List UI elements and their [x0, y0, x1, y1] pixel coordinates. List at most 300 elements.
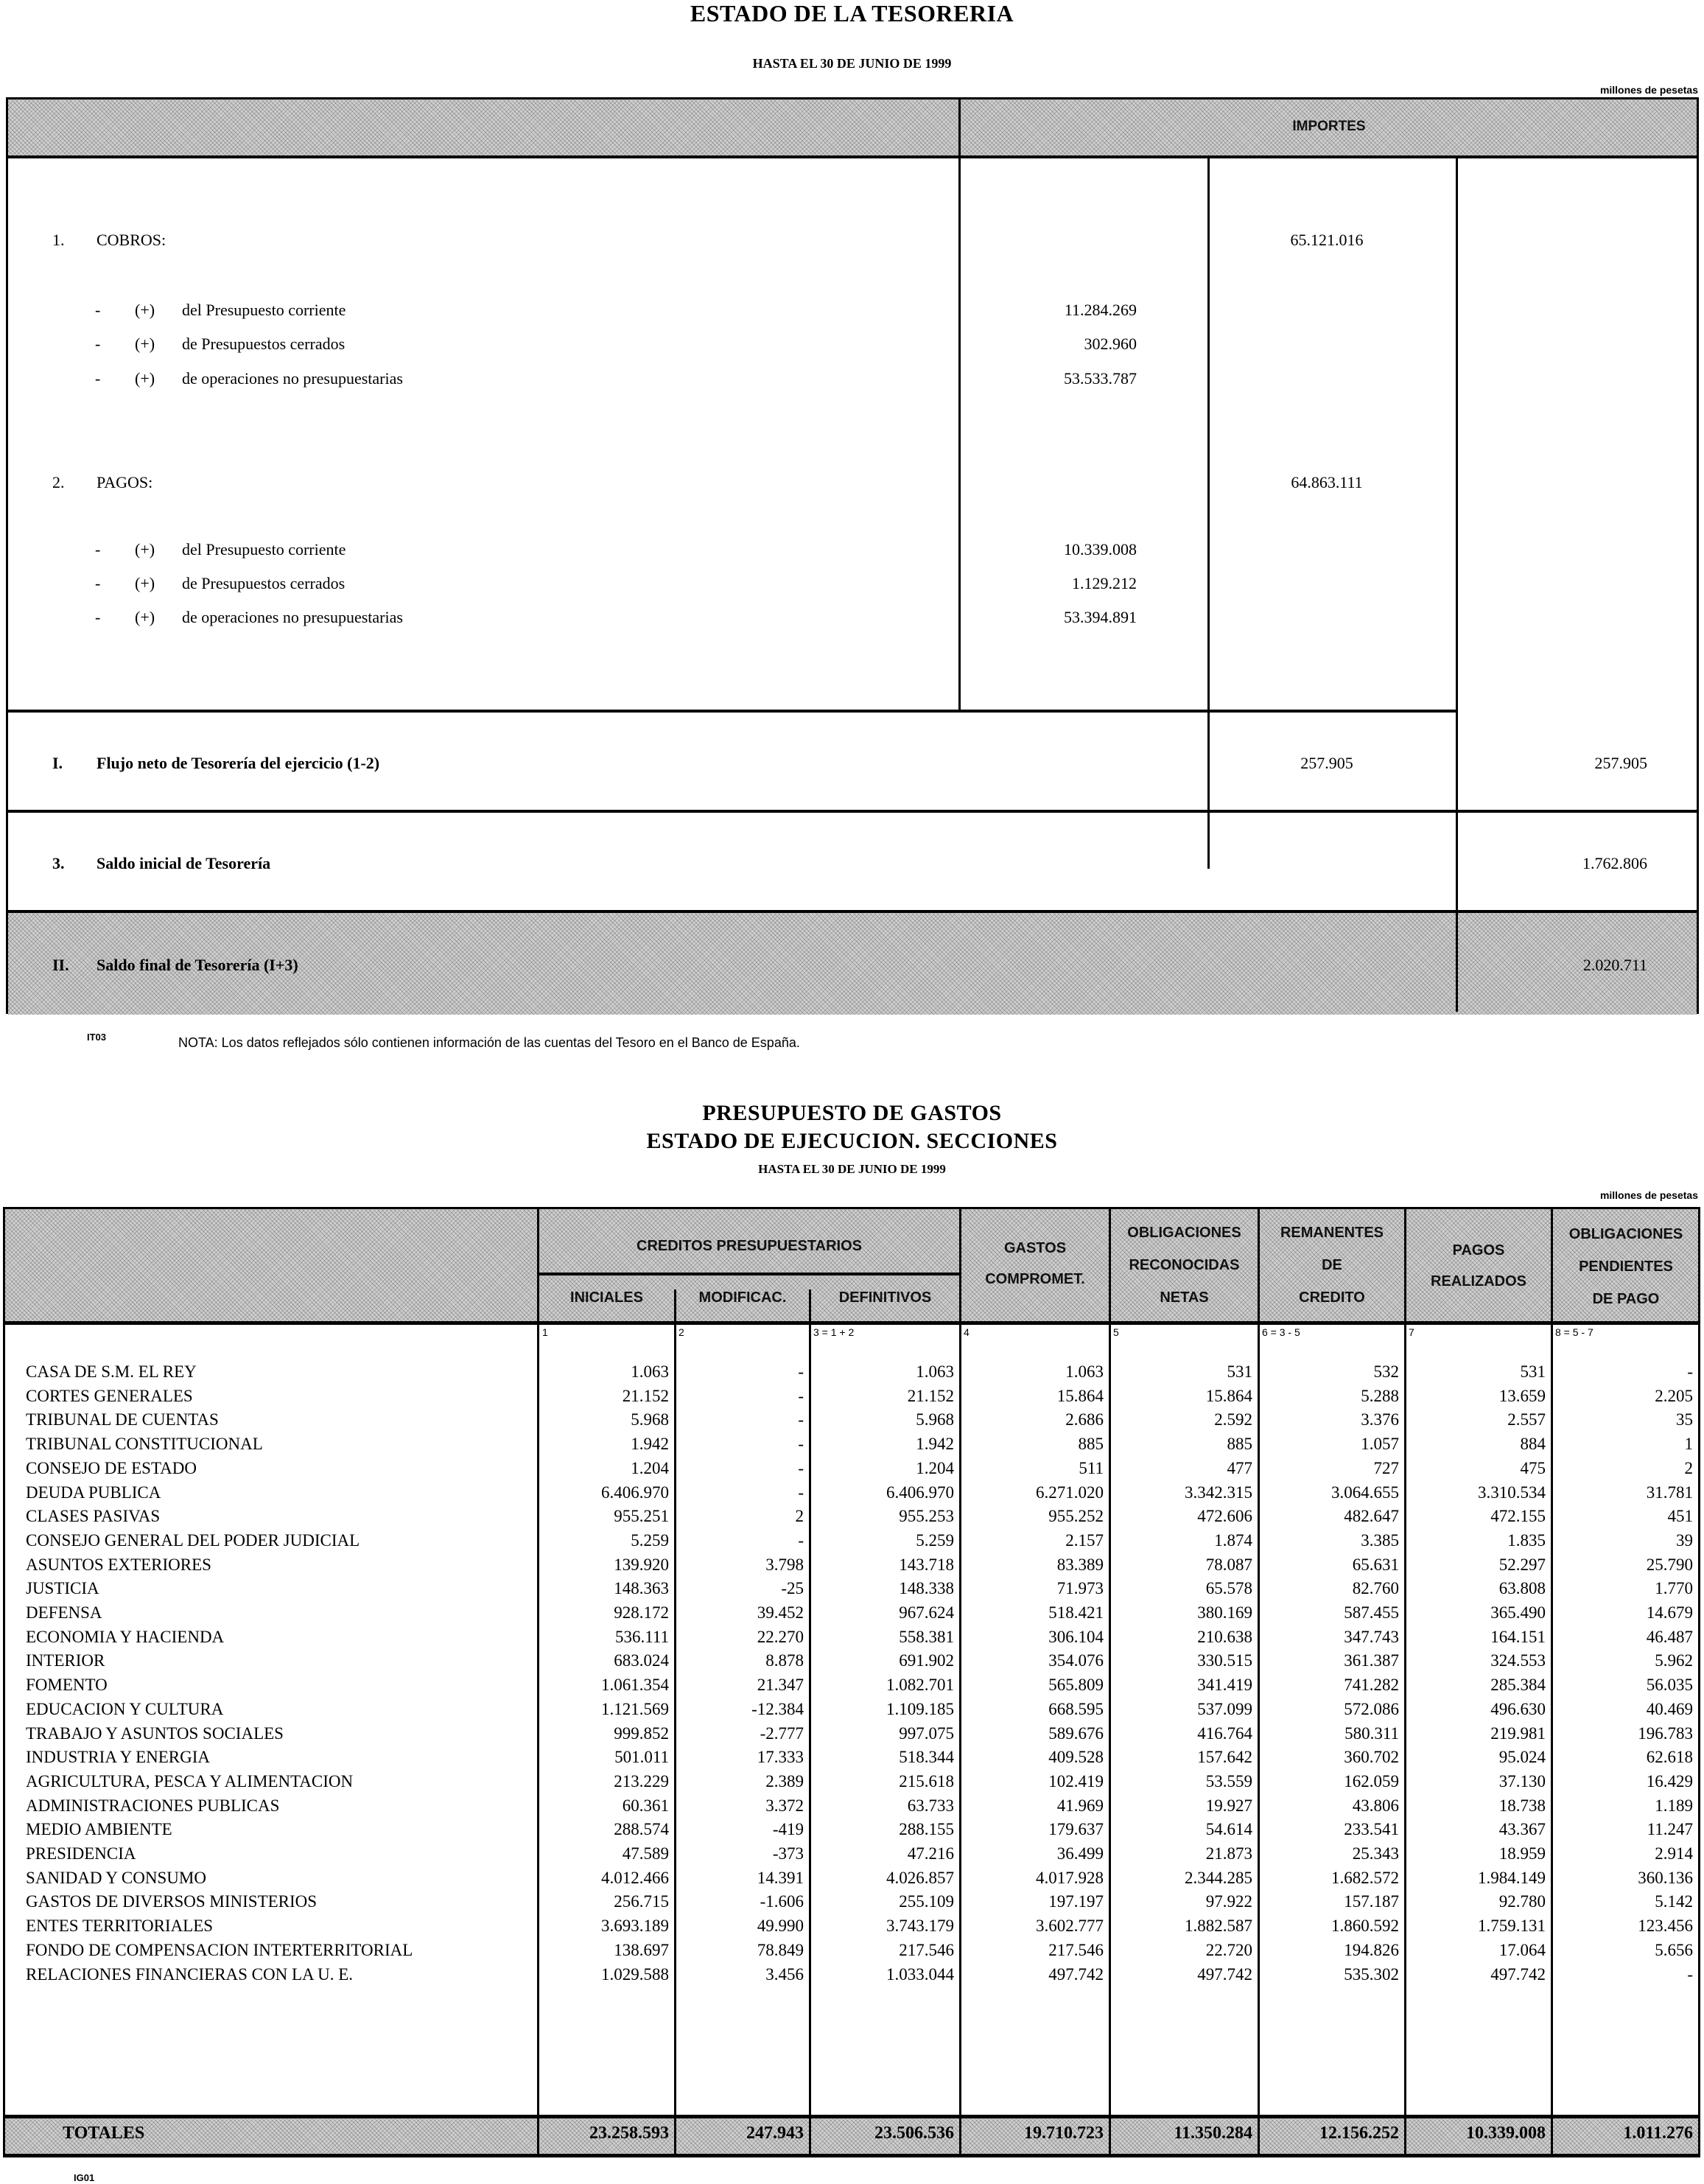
tesoreria-units: millones de pesetas — [1599, 84, 1698, 96]
section-name: CORTES GENERALES — [26, 1386, 193, 1405]
header-reman-1: REMANENTES — [1280, 1225, 1384, 1241]
sign: (+) — [135, 540, 155, 559]
flujo-number: I. — [52, 754, 63, 772]
cell-remanentes: 741.282 — [1344, 1676, 1399, 1695]
cell-obligaciones-pendientes: 56.035 — [1646, 1676, 1693, 1695]
header-definitivos: DEFINITIVOS — [838, 1289, 932, 1306]
cell-pagos-realizados: 3.310.534 — [1478, 1483, 1546, 1502]
gastos-code: IG01 — [74, 2172, 95, 2183]
cell-pagos-realizados: 52.297 — [1498, 1555, 1546, 1574]
cell-pagos-realizados: 95.024 — [1498, 1748, 1546, 1767]
section-name: FONDO DE COMPENSACION INTERTERRITORIAL — [26, 1940, 413, 1959]
header-pend-1: OBLIGACIONES — [1568, 1226, 1683, 1242]
header-oblig-3: NETAS — [1160, 1289, 1209, 1306]
cell-remanentes: 482.647 — [1344, 1507, 1399, 1526]
cell-definitivos: 143.718 — [899, 1555, 954, 1574]
total-iniciales: 23.258.593 — [589, 2124, 669, 2143]
cell-definitivos: 4.026.857 — [886, 1868, 954, 1887]
cell-obligaciones-reconocidas: 78.087 — [1205, 1555, 1252, 1574]
cell-remanentes: 1.860.592 — [1331, 1917, 1399, 1936]
cobros-label: COBROS: — [97, 231, 166, 249]
cell-iniciales: 683.024 — [614, 1651, 669, 1670]
cell-pagos-realizados: 17.064 — [1498, 1940, 1546, 1959]
section-name: CLASES PASIVAS — [26, 1507, 161, 1526]
cell-obligaciones-pendientes: 46.487 — [1646, 1627, 1693, 1646]
section-name: JUSTICIA — [26, 1579, 99, 1598]
cell-remanentes: 572.086 — [1344, 1699, 1399, 1718]
cell-obligaciones-pendientes: 11.247 — [1647, 1820, 1693, 1839]
col-divider-2 — [1207, 158, 1210, 869]
cell-pagos-realizados: 324.553 — [1490, 1651, 1546, 1670]
table-row — [0, 1721, 1704, 1746]
cell-iniciales: 138.697 — [614, 1940, 669, 1959]
section-name: CONSEJO DE ESTADO — [26, 1458, 197, 1477]
cell-gastos-comprometidos: 2.157 — [1065, 1530, 1104, 1550]
header-oblig-2: RECONOCIDAS — [1129, 1257, 1240, 1273]
cell-modificac: -419 — [772, 1820, 804, 1839]
pagos-number: 2. — [52, 473, 65, 491]
cell-gastos-comprometidos: 83.389 — [1056, 1555, 1104, 1574]
flujo-value-importes: 257.905 — [1300, 754, 1353, 772]
cell-iniciales: 1.204 — [631, 1458, 669, 1477]
cell-definitivos: 5.259 — [916, 1530, 954, 1550]
cell-gastos-comprometidos: 6.271.020 — [1036, 1483, 1104, 1502]
saldo-inicial-label: Saldo inicial de Tesorería — [97, 854, 271, 872]
cell-pagos-realizados: 365.490 — [1490, 1603, 1546, 1622]
header-reman-2: DE — [1322, 1257, 1342, 1273]
cobros-total: 65.121.016 — [1290, 231, 1364, 249]
table-row — [0, 1841, 1704, 1866]
table-row — [0, 1962, 1704, 1987]
gastos-title-1: PRESUPUESTO DE GASTOS — [702, 1101, 1002, 1125]
cell-pagos-realizados: 13.659 — [1498, 1386, 1546, 1405]
cell-iniciales: 501.011 — [614, 1748, 669, 1767]
cell-obligaciones-pendientes: - — [1687, 1362, 1693, 1381]
header-iniciales: INICIALES — [570, 1289, 643, 1306]
cell-pagos-realizados: 43.367 — [1498, 1820, 1546, 1839]
cell-modificac: - — [798, 1530, 804, 1550]
bullet: - — [95, 369, 101, 388]
cell-gastos-comprometidos: 497.742 — [1048, 1964, 1104, 1984]
cell-gastos-comprometidos: 511 — [1079, 1458, 1104, 1477]
divider — [8, 810, 1697, 813]
cell-iniciales: 5.259 — [631, 1530, 669, 1550]
cell-obligaciones-reconocidas: 2.592 — [1214, 1410, 1252, 1429]
saldo-final-label: Saldo final de Tesorería (I+3) — [97, 956, 298, 974]
cell-remanentes: 361.387 — [1344, 1651, 1399, 1670]
cell-obligaciones-reconocidas: 53.559 — [1205, 1771, 1252, 1791]
cell-modificac: 21.347 — [757, 1676, 804, 1695]
cell-definitivos: 3.743.179 — [886, 1917, 954, 1936]
cell-gastos-comprometidos: 3.602.777 — [1036, 1917, 1104, 1936]
header-creditos: CREDITOS PRESUPUESTARIOS — [637, 1238, 862, 1254]
cell-modificac: 2.389 — [765, 1771, 804, 1791]
header-gastos-1: GASTOS — [1003, 1240, 1067, 1256]
header-pend-2: PENDIENTES — [1579, 1259, 1673, 1275]
cell-modificac: 17.333 — [757, 1748, 804, 1767]
cell-modificac: 78.849 — [757, 1940, 804, 1959]
cell-iniciales: 536.111 — [614, 1627, 669, 1646]
totals-label: TOTALES — [63, 2124, 145, 2143]
cell-obligaciones-pendientes: 2 — [1684, 1458, 1693, 1477]
cell-remanentes: 233.541 — [1344, 1820, 1399, 1839]
section-name: ADMINISTRACIONES PUBLICAS — [26, 1796, 280, 1815]
cell-gastos-comprometidos: 1.063 — [1065, 1362, 1104, 1381]
cell-iniciales: 148.363 — [614, 1579, 669, 1598]
cell-iniciales: 928.172 — [614, 1603, 669, 1622]
item-value: 11.284.269 — [1064, 301, 1137, 319]
cell-obligaciones-pendientes: 5.962 — [1655, 1651, 1693, 1670]
cell-iniciales: 5.968 — [631, 1410, 669, 1429]
section-name: CASA DE S.M. EL REY — [26, 1362, 197, 1381]
colnum: 7 — [1409, 1326, 1414, 1338]
cell-pagos-realizados: 496.630 — [1490, 1699, 1546, 1718]
cell-gastos-comprometidos: 668.595 — [1048, 1699, 1104, 1718]
cell-gastos-comprometidos: 2.686 — [1065, 1410, 1104, 1429]
table-row — [0, 1793, 1704, 1818]
cell-modificac: -2.777 — [760, 1723, 804, 1743]
cell-remanentes: 194.826 — [1344, 1940, 1399, 1959]
cell-remanentes: 3.376 — [1361, 1410, 1399, 1429]
cell-obligaciones-reconocidas: 531 — [1227, 1362, 1252, 1381]
cell-definitivos: 558.381 — [899, 1627, 954, 1646]
cell-pagos-realizados: 2.557 — [1507, 1410, 1546, 1429]
gastos-subtitle: HASTA EL 30 DE JUNIO DE 1999 — [758, 1162, 946, 1176]
cell-remanentes: 43.806 — [1352, 1796, 1399, 1815]
cell-definitivos: 148.338 — [899, 1579, 954, 1598]
cell-iniciales: 47.589 — [622, 1844, 669, 1863]
cell-gastos-comprometidos: 518.421 — [1048, 1603, 1104, 1622]
cell-obligaciones-pendientes: 1.770 — [1655, 1579, 1693, 1598]
cell-remanentes: 535.302 — [1344, 1964, 1399, 1984]
section-name: INDUSTRIA Y ENERGIA — [26, 1748, 211, 1767]
cell-pagos-realizados: 497.742 — [1490, 1964, 1546, 1984]
cell-modificac: -12.384 — [751, 1699, 804, 1718]
cell-iniciales: 955.251 — [614, 1507, 669, 1526]
cell-definitivos: 1.942 — [916, 1435, 954, 1454]
gastos-header — [3, 1207, 1700, 1325]
cell-gastos-comprometidos: 71.973 — [1056, 1579, 1104, 1598]
cell-pagos-realizados: 1.835 — [1507, 1530, 1546, 1550]
table-row — [0, 1648, 1704, 1673]
section-name: TRIBUNAL CONSTITUCIONAL — [26, 1435, 263, 1454]
section-name: EDUCACION Y CULTURA — [26, 1699, 224, 1718]
cell-iniciales: 288.574 — [614, 1820, 669, 1839]
cell-obligaciones-reconocidas: 537.099 — [1197, 1699, 1252, 1718]
table-row — [0, 1866, 1704, 1890]
cell-definitivos: 217.546 — [899, 1940, 954, 1959]
cell-obligaciones-pendientes: 196.783 — [1638, 1723, 1693, 1743]
cell-obligaciones-reconocidas: 65.578 — [1205, 1579, 1252, 1598]
cell-remanentes: 3.385 — [1361, 1530, 1399, 1550]
header-pagos-1: PAGOS — [1452, 1242, 1505, 1259]
cell-obligaciones-pendientes: 16.429 — [1646, 1771, 1693, 1791]
header-pagos-2: REALIZADOS — [1431, 1273, 1526, 1289]
cell-pagos-realizados: 884 — [1520, 1435, 1546, 1454]
item-label: de Presupuestos cerrados — [182, 574, 346, 592]
cell-obligaciones-pendientes: 35 — [1676, 1410, 1693, 1429]
section-name: AGRICULTURA, PESCA Y ALIMENTACION — [26, 1771, 354, 1791]
cell-obligaciones-reconocidas: 416.764 — [1197, 1723, 1252, 1743]
cell-modificac: 2 — [795, 1507, 804, 1526]
cell-obligaciones-pendientes: 25.790 — [1646, 1555, 1693, 1574]
section-name: DEUDA PUBLICA — [26, 1483, 161, 1502]
cell-definitivos: 47.216 — [907, 1844, 954, 1863]
section-name: RELACIONES FINANCIERAS CON LA U. E. — [26, 1964, 354, 1984]
cell-modificac: -1.606 — [760, 1892, 804, 1911]
cell-obligaciones-reconocidas: 210.638 — [1197, 1627, 1252, 1646]
cell-modificac: 3.798 — [765, 1555, 804, 1574]
cell-pagos-realizados: 1.759.131 — [1478, 1917, 1546, 1936]
cell-pagos-realizados: 37.130 — [1498, 1771, 1546, 1791]
table-row — [0, 1480, 1704, 1505]
item-value: 53.394.891 — [1064, 608, 1137, 626]
tesoreria-table — [6, 97, 1699, 1014]
colnum: 2 — [679, 1326, 684, 1338]
header-modificac: MODIFICAC. — [698, 1289, 787, 1306]
cell-obligaciones-pendientes: 40.469 — [1646, 1699, 1693, 1718]
total-remanentes: 12.156.252 — [1319, 2124, 1399, 2143]
cell-gastos-comprometidos: 217.546 — [1048, 1940, 1104, 1959]
table-row — [0, 1576, 1704, 1600]
cell-gastos-comprometidos: 15.864 — [1056, 1386, 1104, 1405]
cell-iniciales: 1.121.569 — [601, 1699, 669, 1718]
tesoreria-title: ESTADO DE LA TESORERIA — [690, 0, 1014, 27]
total-pagos: 10.339.008 — [1466, 2124, 1546, 2143]
cell-remanentes: 3.064.655 — [1331, 1483, 1399, 1502]
table-row — [0, 1553, 1704, 1577]
cell-pagos-realizados: 18.959 — [1498, 1844, 1546, 1863]
cell-remanentes: 65.631 — [1352, 1555, 1399, 1574]
cell-obligaciones-pendientes: 31.781 — [1646, 1483, 1693, 1502]
gastos-units: millones de pesetas — [1599, 1189, 1698, 1201]
colnum: 8 = 5 - 7 — [1555, 1326, 1593, 1338]
cell-remanentes: 580.311 — [1344, 1723, 1399, 1743]
section-name: PRESIDENCIA — [26, 1844, 136, 1863]
saldo-inicial-value: 1.762.806 — [1582, 854, 1647, 872]
cell-gastos-comprometidos: 354.076 — [1048, 1651, 1104, 1670]
item-label: del Presupuesto corriente — [182, 301, 346, 319]
tesoreria-subtitle: HASTA EL 30 DE JUNIO DE 1999 — [752, 56, 952, 71]
total-obligaciones: 11.350.284 — [1174, 2124, 1252, 2143]
cell-obligaciones-pendientes: 62.618 — [1646, 1748, 1693, 1767]
cell-obligaciones-pendientes: - — [1687, 1964, 1693, 1984]
cell-obligaciones-pendientes: 360.136 — [1638, 1868, 1693, 1887]
cell-obligaciones-reconocidas: 477 — [1227, 1458, 1252, 1477]
cell-obligaciones-reconocidas: 1.874 — [1214, 1530, 1252, 1550]
cell-definitivos: 1.082.701 — [886, 1676, 954, 1695]
cell-gastos-comprometidos: 197.197 — [1048, 1892, 1104, 1911]
cell-obligaciones-pendientes: 1.189 — [1655, 1796, 1693, 1815]
flujo-value-total: 257.905 — [1594, 754, 1647, 772]
cell-modificac: -25 — [781, 1579, 804, 1598]
cell-modificac: 14.391 — [757, 1868, 804, 1887]
cell-obligaciones-reconocidas: 1.882.587 — [1185, 1917, 1252, 1936]
cell-definitivos: 997.075 — [899, 1723, 954, 1743]
cell-iniciales: 1.942 — [631, 1435, 669, 1454]
cell-remanentes: 162.059 — [1344, 1771, 1399, 1791]
cell-gastos-comprometidos: 4.017.928 — [1036, 1868, 1104, 1887]
tesoreria-code: IT03 — [87, 1032, 107, 1043]
cell-iniciales: 21.152 — [622, 1386, 669, 1405]
cell-remanentes: 347.743 — [1344, 1627, 1399, 1646]
cell-modificac: 3.456 — [765, 1964, 804, 1984]
bullet: - — [95, 608, 101, 626]
cell-definitivos: 288.155 — [899, 1820, 954, 1839]
cell-pagos-realizados: 285.384 — [1490, 1676, 1546, 1695]
section-name: TRABAJO Y ASUNTOS SOCIALES — [26, 1723, 284, 1743]
cell-obligaciones-reconocidas: 22.720 — [1205, 1940, 1252, 1959]
cell-modificac: 8.878 — [765, 1651, 804, 1670]
pagos-total: 64.863.111 — [1291, 473, 1363, 491]
bullet: - — [95, 335, 101, 353]
cell-iniciales: 60.361 — [622, 1796, 669, 1815]
cell-pagos-realizados: 92.780 — [1498, 1892, 1546, 1911]
header-gastos-2: COMPROMET. — [985, 1271, 1085, 1287]
sign: (+) — [135, 335, 155, 353]
table-row — [0, 1359, 1704, 1384]
cell-gastos-comprometidos: 179.637 — [1048, 1820, 1104, 1839]
header-importes: IMPORTES — [1292, 119, 1366, 134]
cell-remanentes: 1.682.572 — [1331, 1868, 1399, 1887]
cell-obligaciones-pendientes: 39 — [1676, 1530, 1693, 1550]
cell-gastos-comprometidos: 885 — [1078, 1435, 1104, 1454]
cell-obligaciones-reconocidas: 157.642 — [1197, 1748, 1252, 1767]
cell-remanentes: 82.760 — [1352, 1579, 1399, 1598]
saldo-final-number: II. — [52, 956, 69, 974]
cell-gastos-comprometidos: 409.528 — [1048, 1748, 1104, 1767]
cell-iniciales: 1.061.354 — [601, 1676, 669, 1695]
cell-pagos-realizados: 475 — [1520, 1458, 1546, 1477]
tesoreria-note: NOTA: Los datos reflejados sólo contienen información de las cuentas del Tesoro en el Banco de España. — [178, 1035, 800, 1050]
cell-remanentes: 157.187 — [1344, 1892, 1399, 1911]
cobros-number: 1. — [52, 231, 65, 249]
sign: (+) — [135, 608, 155, 626]
cell-obligaciones-reconocidas: 21.873 — [1205, 1844, 1252, 1863]
header-oblig-1: OBLIGACIONES — [1127, 1225, 1241, 1241]
table-row — [0, 1528, 1704, 1553]
section-name: GASTOS DE DIVERSOS MINISTERIOS — [26, 1892, 318, 1911]
cell-gastos-comprometidos: 565.809 — [1048, 1676, 1104, 1695]
cell-pagos-realizados: 531 — [1520, 1362, 1546, 1381]
cell-gastos-comprometidos: 306.104 — [1048, 1627, 1104, 1646]
cell-definitivos: 518.344 — [899, 1748, 954, 1767]
cell-definitivos: 955.253 — [899, 1507, 954, 1526]
cell-iniciales: 213.229 — [614, 1771, 669, 1791]
table-row — [0, 1625, 1704, 1649]
cell-obligaciones-reconocidas: 15.864 — [1205, 1386, 1252, 1405]
cell-modificac: - — [798, 1410, 804, 1429]
cell-definitivos: 63.733 — [907, 1796, 954, 1815]
table-row — [0, 1889, 1704, 1914]
cell-gastos-comprometidos: 102.419 — [1048, 1771, 1104, 1791]
section-name: INTERIOR — [26, 1651, 105, 1670]
header-reman-3: CREDITO — [1299, 1289, 1365, 1306]
table-row — [0, 1432, 1704, 1456]
sign: (+) — [135, 369, 155, 388]
cell-obligaciones-pendientes: 5.142 — [1655, 1892, 1693, 1911]
total-definitivos: 23.506.536 — [874, 2124, 954, 2143]
cell-definitivos: 5.968 — [916, 1410, 954, 1429]
section-name: FOMENTO — [26, 1676, 108, 1695]
table-row — [0, 1697, 1704, 1721]
saldo-final-value: 2.020.711 — [1582, 956, 1647, 974]
total-gastos: 19.710.723 — [1024, 2124, 1104, 2143]
section-name: ECONOMIA Y HACIENDA — [26, 1627, 225, 1646]
cell-pagos-realizados: 18.738 — [1498, 1796, 1546, 1815]
saldo-inicial-number: 3. — [52, 854, 65, 872]
cell-remanentes: 532 — [1373, 1362, 1399, 1381]
section-name: ASUNTOS EXTERIORES — [26, 1555, 211, 1574]
item-value: 1.129.212 — [1072, 574, 1137, 592]
cell-modificac: - — [798, 1483, 804, 1502]
colnum: 6 = 3 - 5 — [1262, 1326, 1300, 1338]
bullet: - — [95, 574, 101, 592]
cell-obligaciones-pendientes: 14.679 — [1646, 1603, 1693, 1622]
cell-remanentes: 1.057 — [1361, 1435, 1399, 1454]
table-row — [0, 1817, 1704, 1841]
item-value: 302.960 — [1084, 335, 1137, 353]
item-value: 10.339.008 — [1064, 540, 1137, 559]
cell-definitivos: 255.109 — [899, 1892, 954, 1911]
col-divider-3 — [1456, 158, 1458, 1012]
cell-obligaciones-reconocidas: 472.606 — [1197, 1507, 1252, 1526]
cell-iniciales: 3.693.189 — [601, 1917, 669, 1936]
cell-pagos-realizados: 63.808 — [1498, 1579, 1546, 1598]
table-row — [0, 1745, 1704, 1769]
section-name: SANIDAD Y CONSUMO — [26, 1868, 206, 1887]
cell-iniciales: 6.406.970 — [601, 1483, 669, 1502]
item-label: de operaciones no presupuestarias — [182, 369, 403, 388]
sign: (+) — [135, 301, 155, 319]
table-row — [0, 1938, 1704, 1962]
flujo-label: Flujo neto de Tesorería del ejercicio (1-2) — [97, 754, 380, 772]
colnum: 4 — [964, 1326, 970, 1338]
table-row — [0, 1384, 1704, 1408]
cell-definitivos: 6.406.970 — [886, 1483, 954, 1502]
cell-iniciales: 256.715 — [614, 1892, 669, 1911]
cell-obligaciones-reconocidas: 885 — [1227, 1435, 1252, 1454]
cell-iniciales: 999.852 — [614, 1723, 669, 1743]
cell-remanentes: 25.343 — [1352, 1844, 1399, 1863]
cell-obligaciones-reconocidas: 497.742 — [1197, 1964, 1252, 1984]
cell-iniciales: 1.029.588 — [601, 1964, 669, 1984]
item-label: de Presupuestos cerrados — [182, 335, 346, 353]
cell-iniciales: 4.012.466 — [601, 1868, 669, 1887]
cell-gastos-comprometidos: 41.969 — [1056, 1796, 1104, 1815]
cell-modificac: - — [798, 1386, 804, 1405]
cell-obligaciones-reconocidas: 341.419 — [1197, 1676, 1252, 1695]
col-divider-1 — [958, 158, 961, 713]
bullet: - — [95, 540, 101, 559]
cell-definitivos: 967.624 — [899, 1603, 954, 1622]
cell-obligaciones-reconocidas: 19.927 — [1205, 1796, 1252, 1815]
cell-definitivos: 21.152 — [907, 1386, 954, 1405]
table-row — [0, 1673, 1704, 1697]
cell-definitivos: 691.902 — [899, 1651, 954, 1670]
cell-obligaciones-reconocidas: 330.515 — [1197, 1651, 1252, 1670]
cell-modificac: - — [798, 1458, 804, 1477]
cell-modificac: 39.452 — [757, 1603, 804, 1622]
item-value: 53.533.787 — [1064, 369, 1137, 388]
cell-definitivos: 1.109.185 — [886, 1699, 954, 1718]
cell-obligaciones-reconocidas: 97.922 — [1205, 1892, 1252, 1911]
section-name: MEDIO AMBIENTE — [26, 1820, 172, 1839]
cell-definitivos: 1.033.044 — [886, 1964, 954, 1984]
table-row — [0, 1456, 1704, 1480]
cell-obligaciones-reconocidas: 54.614 — [1205, 1820, 1252, 1839]
colnum: 3 = 1 + 2 — [813, 1326, 855, 1338]
